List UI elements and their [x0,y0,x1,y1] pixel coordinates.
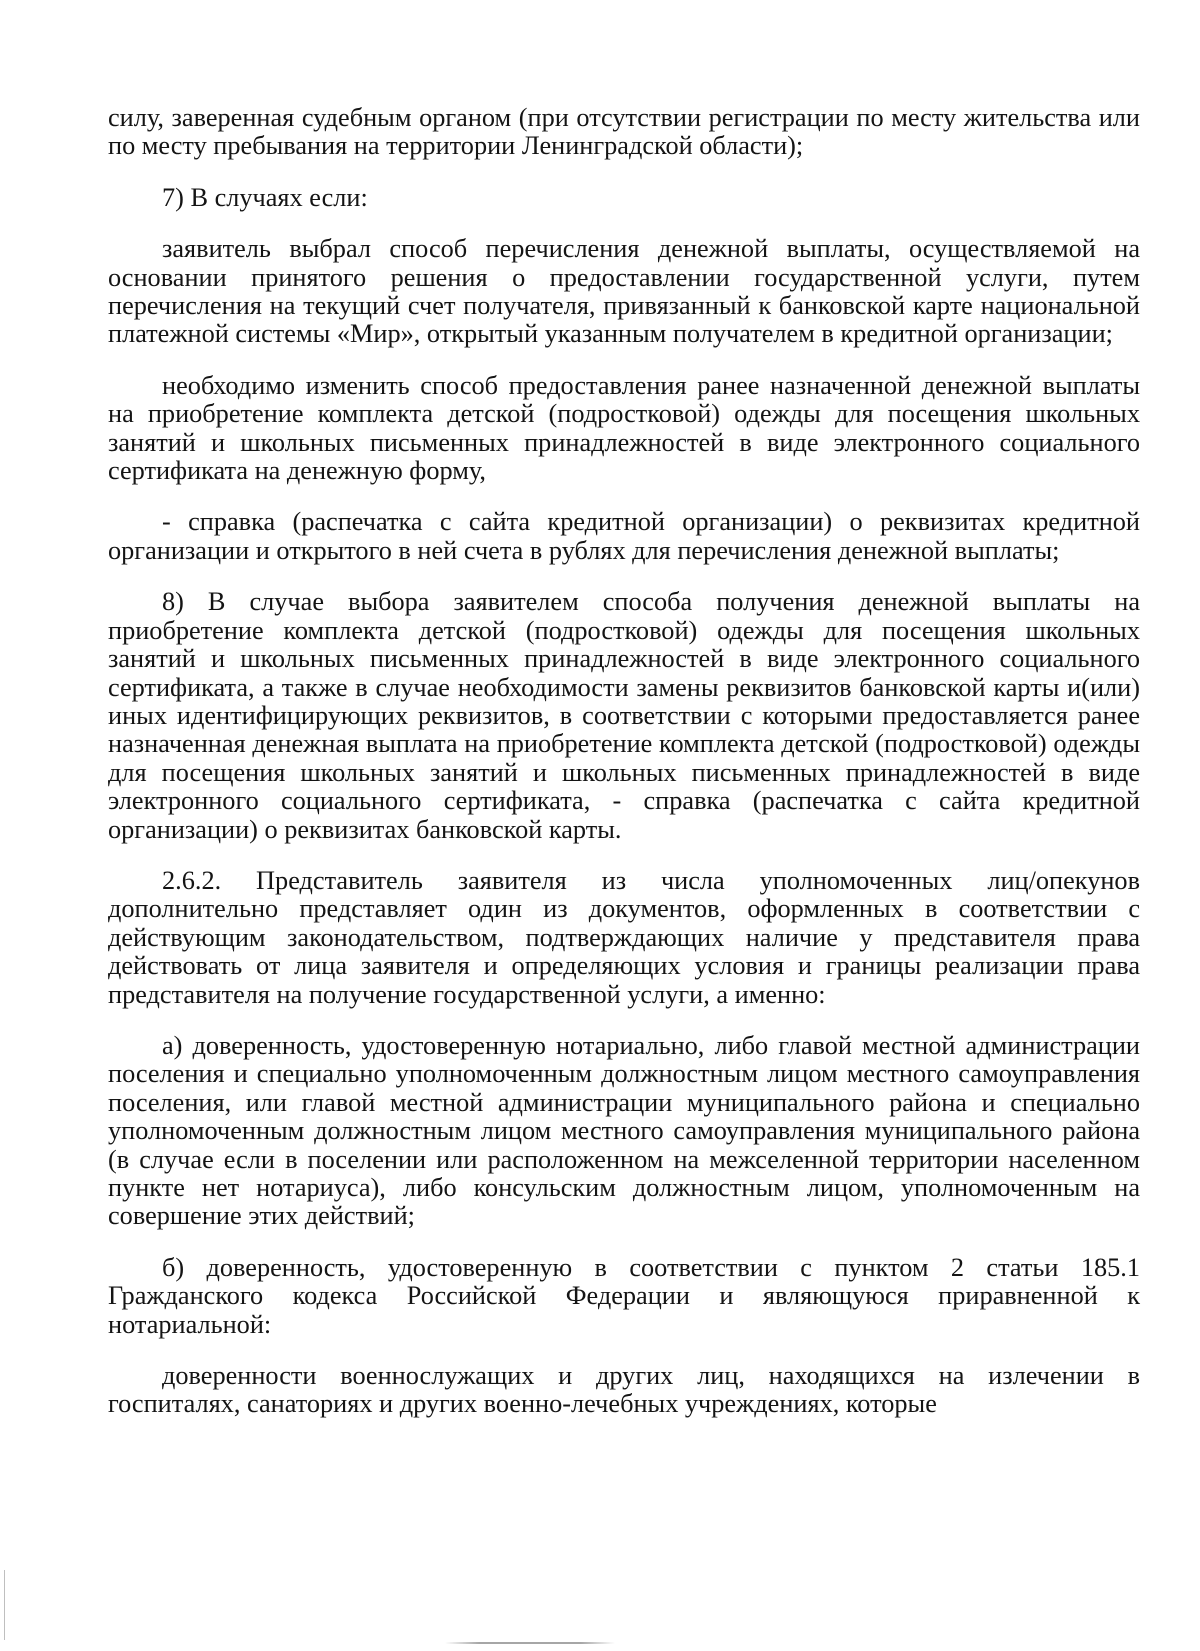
paragraph-change-method: необходимо изменить способ предоставления ранее назначенной денежной выплаты на приобретение комплекта детской (подростковой) одежды для посещения школьных занятий и школьных письменных принадлежностей в виде электронного социального сертификата на денежную форму, [108,370,1140,486]
paragraph-item-8: 8) В случае выбора заявителем способа получения денежной выплаты на приобретение комплекта детской (подростковой) одежды для посещения школьных занятий и школьных письменных принадлежностей в виде электронного социального сертификата, а также в случае необходимости замены реквизитов банковской карты и(или) иных идентифицирующих реквизитов, в соответствии с которыми предоставляется ранее назначенная денежная выплата на приобретение комплекта детской (подростковой) одежды для посещения школьных занятий и школьных письменных принадлежностей в виде электронного социального сертификата, - справка (распечатка с сайта кредитной организации) о реквизитах банковской карты. [108,587,1140,844]
paragraph-item-a: а) доверенность, удостоверенную нотариально, либо главой местной администрации поселения и специально уполномоченным должностным лицом местного самоуправления поселения, или главой местной администрации муниципального района и специально уполномоченным должностным лицом местного самоуправления муниципального района (в случае если в поселении или расположенном на межселенной территории населенном пункте нет нотариуса), либо консульским должностным лицом, уполномоченным на совершение этих действий; [108,1030,1140,1231]
paragraph-continuation: силу, заверенная судебным органом (при отсутствии регистрации по месту жительства или по месту пребывания на территории Ленинградской области); [108,103,1140,161]
paragraph-item-7: 7) В случаях если: [162,182,368,212]
paragraph-military-power-of-attorney: доверенности военнослужащих и других лиц, находящихся на излечении в госпиталях, санаториях и других военно-лечебных учреждениях, которые [108,1361,1140,1419]
scan-artifact-line [445,1642,615,1644]
paragraph-bank-statement: - справка (распечатка с сайта кредитной организации) о реквизитах кредитной организации и открытого в ней счета в рублях для перечисления денежной выплаты; [108,507,1140,565]
scan-artifact-edge [4,1570,5,1640]
paragraph-item-b: б) доверенность, удостоверенную в соответствии с пунктом 2 статьи 185.1 Гражданского кодекса Российской Федерации и являющуюся приравненной к нотариальной: [108,1252,1140,1339]
paragraph-payment-method: заявитель выбрал способ перечисления денежной выплаты, осуществляемой на основании принятого решения о предоставлении государственной услуги, путем перечисления на текущий счет получателя, привязанный к банковской карте национальной платежной системы «Мир», открытый указанным получателем в кредитной организации; [108,234,1140,349]
paragraph-section-2-6-2: 2.6.2. Представитель заявителя из числа уполномоченных лиц/опекунов дополнительно представляет один из документов, оформленных в соответствии с действующим законодательством, подтверждающих наличие у представителя права действовать от лица заявителя и определяющих условия и границы реализации права представителя на получение государственной услуги, а именно: [108,865,1140,1009]
